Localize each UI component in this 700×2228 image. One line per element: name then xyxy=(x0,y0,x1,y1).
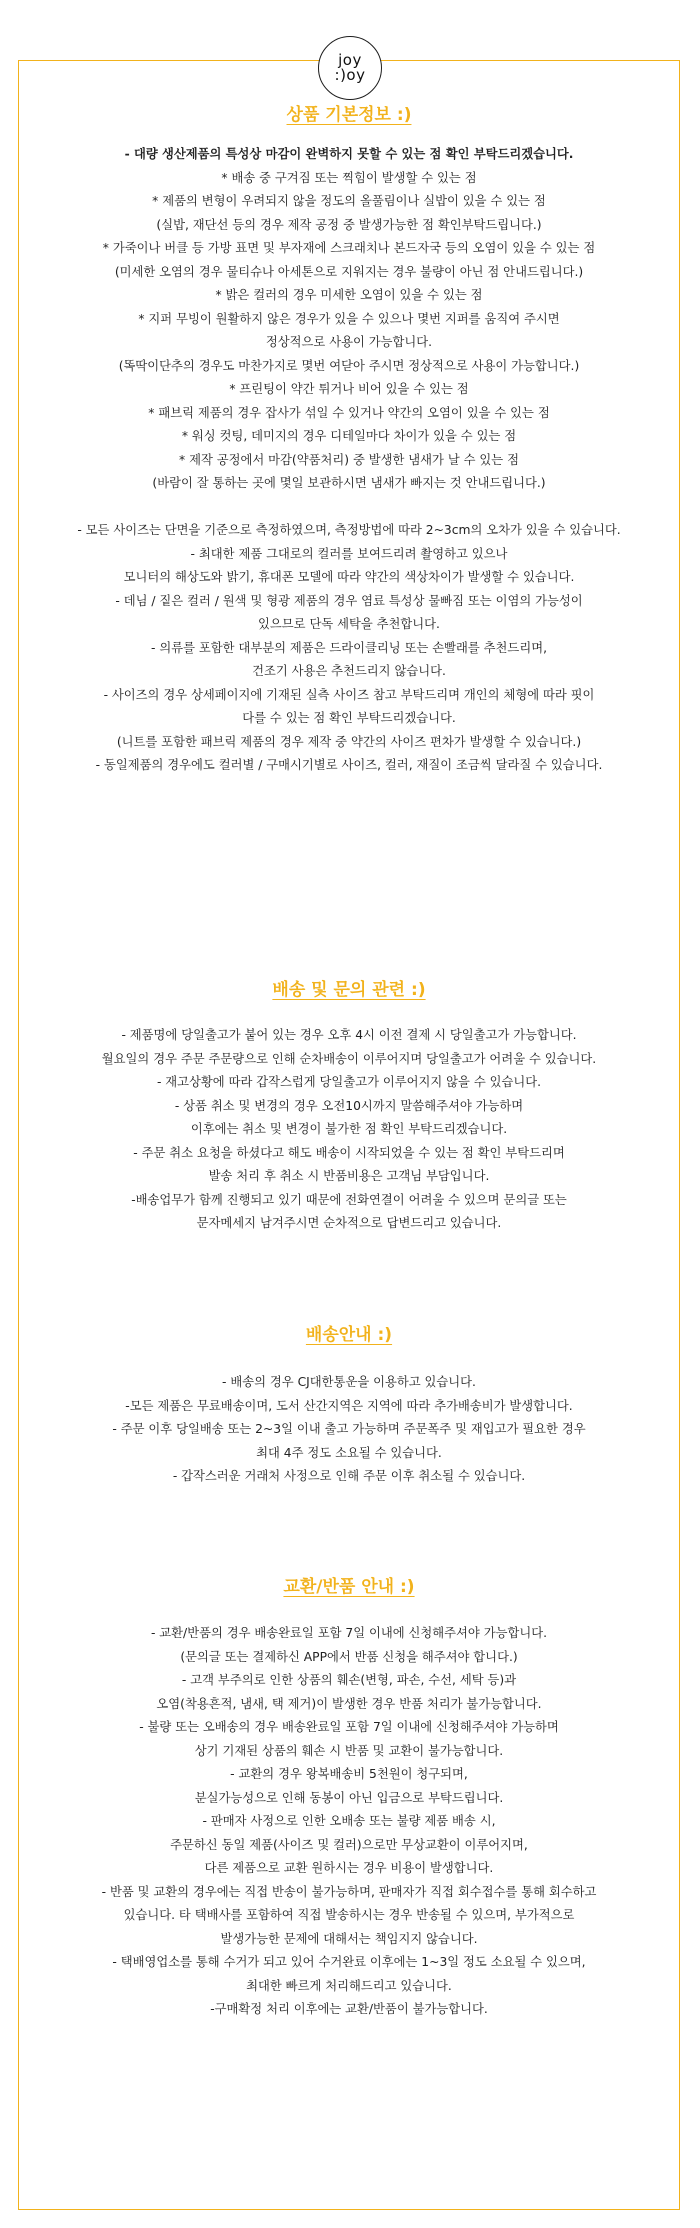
notice-line: -모든 제품은 무료배송이며, 도서 산간지역은 지역에 따라 추가배송비가 발생합니다. xyxy=(125,1398,573,1413)
section-title: 교환/반품 안내 :) xyxy=(283,1577,415,1597)
notice-line: - 갑작스러운 거래처 사정으로 인해 주문 이후 취소될 수 있습니다. xyxy=(172,1469,526,1483)
notice-line: - 주문 이후 당일배송 또는 2~3일 이내 출고 가능하며 주문폭주 및 재입고가 필요한 경우 xyxy=(112,1422,586,1436)
logo-line-2: :)oy xyxy=(334,66,366,84)
notice-line: - 대량 생산제품의 특성상 마감이 완벽하지 못할 수 있는 점 확인 부탁드리겠습니다. xyxy=(124,147,574,161)
notice-line: -구매확정 처리 이후에는 교환/반품이 불가능합니다. xyxy=(210,2002,488,2016)
notice-line: - 고객 부주의로 인한 상품의 훼손(변형, 파손, 수선, 세탁 등)과 xyxy=(181,1673,517,1687)
notice-line: - 배송의 경우 CJ대한통운을 이용하고 있습니다. xyxy=(222,1375,476,1389)
notice-line: 모니터의 해상도와 밝기, 휴대폰 모델에 따라 약간의 색상차이가 발생할 수 있습니다. xyxy=(123,570,575,584)
notice-line: 분실가능성으로 인해 동봉이 아닌 입금으로 부탁드립니다. xyxy=(194,1790,504,1805)
notice-line: 주문하신 동일 제품(사이즈 및 컬러)으로만 무상교환이 이루어지며, xyxy=(170,1837,528,1852)
notice-line: - 반품 및 교환의 경우에는 직접 반송이 불가능하며, 판매자가 직접 회수접수를 통해 회수하고 xyxy=(101,1884,597,1899)
notice-line: 상기 기재된 상품의 훼손 시 반품 및 교환이 불가능합니다. xyxy=(194,1743,504,1758)
notice-line: * 워싱 컷팅, 데미지의 경우 디테일마다 차이가 있을 수 있는 점 xyxy=(181,429,517,443)
notice-line: 정상적으로 사용이 가능합니다. xyxy=(265,335,433,349)
notice-line: - 사이즈의 경우 상세페이지에 기재된 실측 사이즈 참고 부탁드리며 개인의 체형에 따라 핏이 xyxy=(103,687,595,702)
notice-line xyxy=(18,496,680,520)
notice-line: - 동일제품의 경우에도 컬러별 / 구매시기별로 사이즈, 컬러, 재질이 조금씩 달라질 수 있습니다. xyxy=(95,758,603,772)
section-title: 배송 및 문의 관련 :) xyxy=(272,980,426,1000)
notice-line: 다른 제품으로 교환 원하시는 경우 비용이 발생합니다. xyxy=(204,1861,494,1875)
notice-line: 다를 수 있는 점 확인 부탁드리겠습니다. xyxy=(242,711,456,725)
notice-line: * 제품의 변형이 우려되지 않을 정도의 올풀림이나 실밥이 있을 수 있는 점 xyxy=(152,194,546,208)
notice-line: * 배송 중 구겨짐 또는 찍힘이 발생할 수 있는 점 xyxy=(221,170,477,185)
notice-line: - 교환/반품의 경우 배송완료일 포함 7일 이내에 신청해주셔야 가능합니다. xyxy=(150,1626,548,1640)
section-title: 상품 기본정보 :) xyxy=(286,105,412,125)
notice-line: 오염(착용흔적, 냄새, 택 제거)이 발생한 경우 반품 처리가 불가능합니다. xyxy=(156,1696,542,1711)
logo-line-1: joy xyxy=(338,51,362,69)
notice-line: (니트를 포함한 패브릭 제품의 경우 제작 중 약간의 사이즈 편차가 발생할 수 있습니다.) xyxy=(116,734,582,749)
notice-line: - 의류를 포함한 대부분의 제품은 드라이클리닝 또는 손빨래를 추천드리며, xyxy=(151,640,547,655)
notice-line: - 데님 / 짙은 컬러 / 원색 및 형광 제품의 경우 염료 특성상 물빠짐 또는 이염의 가능성이 xyxy=(115,593,583,608)
notice-line: (미세한 오염의 경우 물티슈나 아세톤으로 지워지는 경우 불량이 아닌 점 안내드립니다.) xyxy=(114,264,584,279)
section-title: 배송안내 :) xyxy=(305,1325,393,1345)
notice-line: 이후에는 취소 및 변경이 불가한 점 확인 부탁드리겠습니다. xyxy=(190,1122,508,1136)
notice-line: 있으므로 단독 세탁을 추천합니다. xyxy=(258,617,440,631)
section-lines xyxy=(18,1371,680,1489)
notice-line: 발송 처리 후 취소 시 반품비용은 고객님 부담입니다. xyxy=(208,1169,490,1183)
section-lines xyxy=(18,143,680,778)
notice-line: * 제작 공정에서 마감(약품처리) 중 발생한 냄새가 날 수 있는 점 xyxy=(179,452,519,467)
notice-line: * 밝은 컬러의 경우 미세한 오염이 있을 수 있는 점 xyxy=(215,288,483,302)
section-lines xyxy=(18,1622,680,2022)
notice-line: (바람이 잘 통하는 곳에 몇일 보관하시면 냄새가 빠지는 것 안내드립니다.) xyxy=(152,476,546,490)
notice-line: * 가죽이나 버클 등 가방 표면 및 부자재에 스크래치나 본드자국 등의 오염이 있을 수 있는 점 xyxy=(102,241,596,255)
notice-line: - 재고상황에 따라 갑작스럽게 당일출고가 이루어지지 않을 수 있습니다. xyxy=(156,1075,542,1089)
notice-line: - 상품 취소 및 변경의 경우 오전10시까지 말씀해주셔야 가능하며 xyxy=(174,1098,524,1113)
notice-line: - 판매자 사정으로 인한 오배송 또는 불량 제품 배송 시, xyxy=(202,1814,496,1828)
notice-line: - 제품명에 당일출고가 붙어 있는 경우 오후 4시 이전 결제 시 당일출고가 가능합니다. xyxy=(121,1028,577,1042)
notice-line: - 택배영업소를 통해 수거가 되고 있어 수거완료 이후에는 1~3일 정도 소요될 수 있으며, xyxy=(112,1955,586,1969)
notice-line: 월요일의 경우 주문 주문량으로 인해 순차배송이 이루어지며 당일출고가 어려울 수 있습니다. xyxy=(101,1051,597,1066)
notice-line: 건조기 사용은 추천드리지 않습니다. xyxy=(252,664,446,678)
notice-line: (실밥, 재단선 등의 경우 제작 공정 중 발생가능한 점 확인부탁드립니다.) xyxy=(156,217,542,232)
notice-line: * 프린팅이 약간 튀거나 비어 있을 수 있는 점 xyxy=(229,382,469,396)
section-lines xyxy=(18,1024,680,1236)
notice-line: (똑딱이단추의 경우도 마찬가지로 몇번 여닫아 주시면 정상적으로 사용이 가능합니다.) xyxy=(118,358,580,373)
notice-line: - 모든 사이즈는 단면을 기준으로 측정하였으며, 측정방법에 따라 2~3cm의 오차가 있을 수 있습니다. xyxy=(77,523,621,537)
notice-line: - 주문 취소 요청을 하셨다고 해도 배송이 시작되었을 수 있는 점 확인 부탁드리며 xyxy=(133,1145,565,1160)
notice-line: * 패브릭 제품의 경우 잡사가 섞일 수 있거나 약간의 오염이 있을 수 있는 점 xyxy=(148,405,550,420)
notice-line: - 불량 또는 오배송의 경우 배송완료일 포함 7일 이내에 신청해주셔야 가능하며 xyxy=(139,1720,559,1734)
notice-line: * 지퍼 무빙이 원활하지 않은 경우가 있을 수 있으나 몇번 지퍼를 움직여 주시면 xyxy=(138,311,560,326)
notice-line: 있습니다. 타 택배사를 포함하여 직접 발송하시는 경우 반송될 수 있으며, 부가적으로 xyxy=(123,1908,575,1922)
notice-line: - 교환의 경우 왕복배송비 5천원이 청구되며, xyxy=(230,1767,468,1781)
notice-line: 최대 4주 정도 소요될 수 있습니다. xyxy=(256,1445,442,1460)
notice-line: 최대한 빠르게 처리해드리고 있습니다. xyxy=(246,1978,452,1993)
notice-line: - 최대한 제품 그대로의 컬러를 보여드리려 촬영하고 있으나 xyxy=(190,546,508,561)
notice-line: 문자메세지 남겨주시면 순차적으로 답변드리고 있습니다. xyxy=(196,1216,502,1230)
notice-line: (문의글 또는 결제하신 APP에서 반품 신청을 해주셔야 합니다.) xyxy=(180,1649,518,1664)
notice-line: -배송업무가 함께 진행되고 있기 때문에 전화연결이 어려울 수 있으며 문의글 또는 xyxy=(131,1192,567,1207)
notice-line: 발생가능한 문제에 대해서는 책임지지 않습니다. xyxy=(220,1931,478,1946)
brand-logo xyxy=(318,36,382,100)
